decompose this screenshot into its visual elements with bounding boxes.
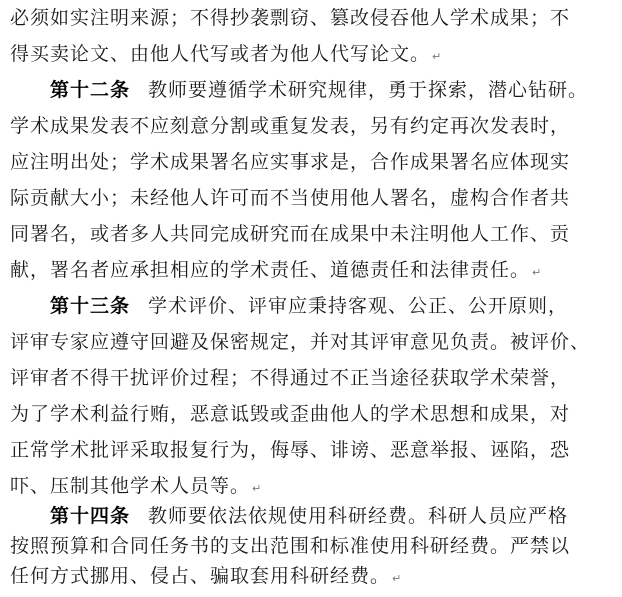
article-heading-line <box>50 72 610 108</box>
paragraph-line <box>10 216 610 252</box>
paragraph-line <box>10 396 610 432</box>
paragraph-line <box>10 324 610 360</box>
article-heading: 第十四条 <box>50 505 131 527</box>
paragraph-line <box>10 432 610 468</box>
line-text: 评审专家应遵守回避及保密规定，并对其评审意见负责。被评价、 <box>10 331 591 353</box>
paragraph-line <box>10 252 610 288</box>
line-text: 学术成果发表不应刻意分割或重复发表，另有约定再次发表时， <box>10 115 571 137</box>
line-text: 正常学术批评采取报复行为，侮辱、诽谤、恶意举报、诬陷，恐 <box>10 439 571 461</box>
paragraph-line <box>10 0 610 36</box>
paragraph-line <box>10 360 610 396</box>
article-heading-line <box>50 288 610 324</box>
line-text: 应注明出处；学术成果署名应实事求是，合作成果署名应体现实 <box>10 151 571 173</box>
line-text: 任何方式挪用、侵占、骗取套用科研经费。 <box>10 565 391 587</box>
paragraph-mark-icon: ↵ <box>392 572 403 585</box>
paragraph-line <box>10 108 610 144</box>
paragraph-line <box>10 144 610 180</box>
line-text: 得买卖论文、由他人代写或者为他人代写论文。 <box>10 43 431 65</box>
line-text: 吓、压制其他学术人员等。 <box>10 475 251 497</box>
paragraph-mark-icon: ↵ <box>252 482 263 495</box>
line-text: 献，署名者应承担相应的学术责任、道德责任和法律责任。 <box>10 259 531 281</box>
line-text: 教师要遵循学术研究规律，勇于探索，潜心钻研。 <box>148 79 589 101</box>
article-heading: 第十三条 <box>50 295 131 317</box>
line-text: 评审者不得干扰评价过程；不得通过不正当途径获取学术荣誉， <box>10 367 571 389</box>
article-heading: 第十二条 <box>50 79 131 101</box>
line-text: 学术评价、评审应秉持客观、公正、公开原则， <box>148 295 569 317</box>
line-text: 按照预算和合同任务书的支出范围和标准使用科研经费。严禁以 <box>10 535 571 557</box>
paragraph-line <box>10 36 610 72</box>
line-text: 教师要依法依规使用科研经费。科研人员应严格 <box>148 505 569 527</box>
line-text: 同署名，或者多人共同完成研究而在成果中未注明他人工作、贡 <box>10 223 571 245</box>
paragraph-mark-icon: ↵ <box>532 266 543 279</box>
line-text: 为了学术利益行贿，恶意诋毁或歪曲他人的学术思想和成果，对 <box>10 403 571 425</box>
paragraph-mark-icon: ↵ <box>432 50 443 63</box>
paragraph-line <box>10 180 610 216</box>
paragraph-line <box>10 558 610 594</box>
line-text: 际贡献大小；未经他人许可而不当使用他人署名，虚构合作者共 <box>10 187 571 209</box>
line-text: 必须如实注明来源；不得抄袭剽窃、篡改侵吞他人学术成果；不 <box>10 7 571 29</box>
